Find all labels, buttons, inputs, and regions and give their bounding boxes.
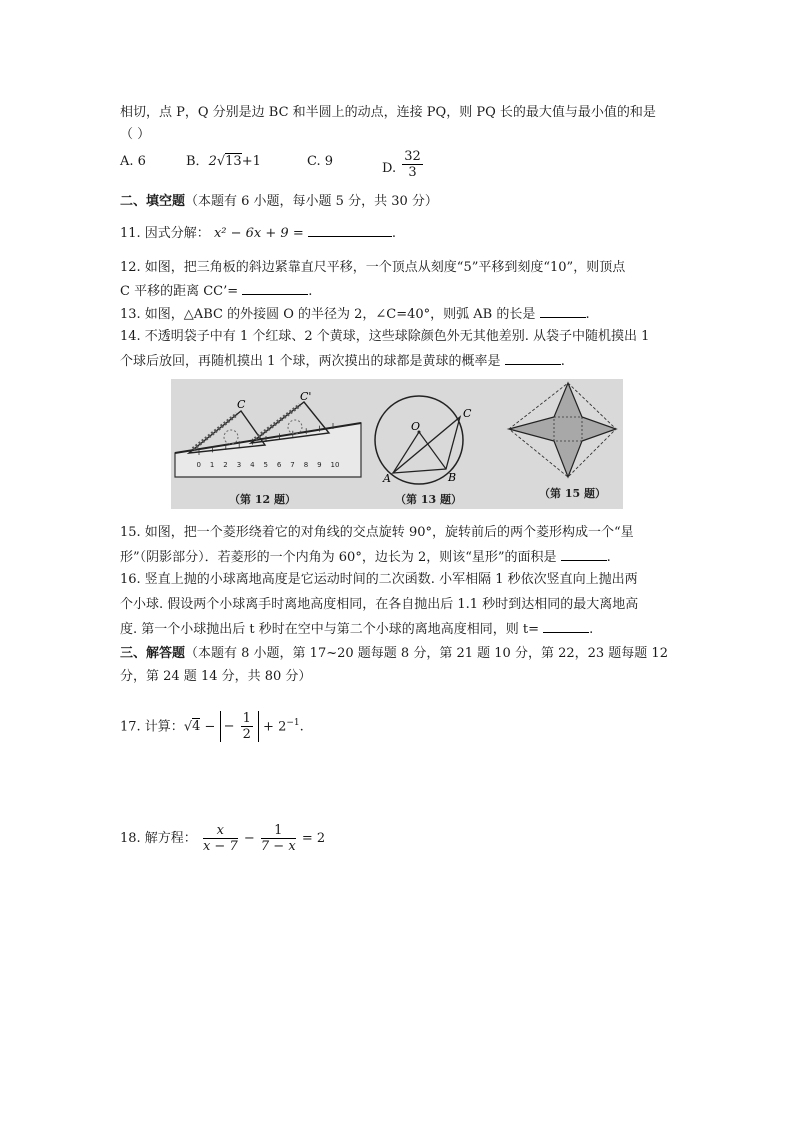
q14-end: .: [560, 354, 565, 369]
q17-label: 17. 计算：: [120, 719, 184, 735]
fig13-triangle: [393, 417, 460, 473]
q18-fraction2-numerator: 1: [261, 823, 296, 839]
q10-option-d-label: D.: [382, 161, 397, 176]
q16-line1: 16. 竖直上抛的小球离地高度是它运动时间的二次函数. 小军相隔 1 秒依次竖直向上抛出两: [120, 572, 638, 587]
q12-end: .: [308, 284, 313, 299]
q11-text: 11. 因式分解：: [120, 226, 210, 241]
q17-fraction: [241, 711, 253, 742]
ruler-tick-label: 2: [223, 461, 228, 469]
q15-line2: [120, 548, 611, 567]
section2-heading: [120, 193, 438, 211]
ruler-tick-label: 4: [250, 461, 255, 469]
q15-answer-blank[interactable]: [561, 548, 607, 561]
q10-stem: 相切，点 P，Q 分别是边 BC 和半圆上的动点，连接 PQ，则 PQ 长的最大值与最小值的和是: [120, 105, 656, 120]
q16-line2: 个小球. 假设两个小球离手时离地高度相同，在各自抛出后 1.1 秒时到达相同的最大离地高: [120, 597, 639, 612]
q17-radicand: 4: [192, 719, 201, 735]
q13-end: .: [585, 307, 590, 322]
fig12-label-c2: C': [300, 390, 312, 403]
q18-fraction2: [261, 823, 296, 854]
section2-note: （本题有 6 小题，每小题 5 分，共 30 分）: [185, 194, 438, 209]
q18-fraction1-denominator: x − 7: [202, 839, 238, 854]
fig15-star: [509, 383, 616, 477]
q16-end: .: [589, 622, 594, 637]
q17-end: .: [299, 719, 304, 735]
ruler-tick-label: 8: [303, 461, 309, 469]
fig12-label-c: C: [237, 398, 246, 411]
q11-end: .: [391, 226, 396, 241]
q18-rhs: = 2: [301, 831, 326, 846]
q15-end: .: [606, 550, 611, 565]
q15-line1: 15. 如图，把一个菱形绕着它的对角线的交点旋转 90°，旋转前后的两个菱形构成一个“星: [120, 525, 634, 540]
q18-fraction2-denominator: 7 − x: [260, 839, 296, 854]
q13-answer-blank[interactable]: [540, 305, 586, 318]
ruler-tick-label: 7: [290, 461, 295, 469]
fig13-radius-ob: [419, 432, 446, 469]
q17-tail-exponent: −1: [286, 718, 300, 728]
q17-tail-base: + 2: [263, 719, 287, 735]
fig12-drawing: [175, 390, 361, 477]
fig13-label-c: C: [463, 407, 472, 420]
fig15-drawing: [509, 383, 616, 477]
ruler-tick-label: 10: [330, 461, 340, 469]
q13-text: 13. 如图，△ABC 的外接圆 O 的半径为 2，∠C=40°，则弧 AB 的长是: [120, 307, 536, 322]
q10-option-c: C. 9: [307, 154, 334, 169]
figures-panel: [171, 379, 623, 509]
q11-expression: x² − 6x + 9 =: [213, 226, 304, 241]
fig13-label-b: B: [448, 471, 457, 484]
q12-line2-text: C 平移的距离 CC’=: [120, 284, 239, 299]
q12-line1: 12. 如图，把三角板的斜边紧靠直尺平移，一个顶点从刻度“5”平移到刻度“10”，则顶点: [120, 260, 626, 275]
fig13-label-o: O: [411, 420, 421, 433]
q16-line3-text: 度. 第一个小球抛出后 t 秒时在空中与第二个小球的离地高度相同，则 t=: [120, 622, 540, 637]
q18-fraction1-numerator: x: [203, 823, 238, 839]
q14-line2-text: 个球后放回，再随机摸出 1 个球，两次摸出的球都是黄球的概率是: [120, 354, 501, 369]
q10-paren: （ ）: [120, 127, 151, 142]
section2-title: 二、填空题: [120, 194, 186, 209]
q10-option-b: [186, 153, 261, 171]
q17-neg-sign: −: [223, 719, 235, 735]
q10-option-d-denominator: 3: [408, 165, 417, 180]
q14-answer-blank[interactable]: [505, 352, 561, 365]
fig13-label-a: A: [383, 472, 391, 485]
sqrt-icon: √: [183, 719, 193, 735]
q16-answer-blank[interactable]: [543, 620, 589, 633]
q18-label: 18. 解方程：: [120, 831, 197, 846]
q17-denominator: 2: [242, 727, 251, 743]
ruler-tick-label: 0: [196, 461, 201, 469]
fig13-radius-oa: [393, 432, 419, 473]
q12-answer-blank[interactable]: [242, 282, 308, 295]
sqrt-icon: √: [216, 154, 226, 169]
fig15-caption: （第 15 题）: [539, 487, 606, 500]
q17-numerator: 1: [242, 711, 251, 727]
q10-option-a: A. 6: [120, 154, 146, 169]
q10-option-d: [382, 149, 425, 184]
section3-note1: （本题有 8 小题，第 17~20 题每题 8 分，第 21 题 10 分，第 22，23 题每题 12: [185, 646, 668, 661]
q13: [120, 305, 590, 324]
fig13-caption: （第 13 题）: [395, 493, 462, 506]
fig12-caption: （第 12 题）: [229, 493, 296, 506]
q18-fraction1: [203, 823, 238, 854]
q12-line2: [120, 282, 312, 301]
triangle-original-hole: [224, 430, 238, 444]
section3-heading: [120, 645, 668, 663]
q17-minus: −: [204, 719, 216, 735]
ruler-tick-label: 5: [263, 461, 268, 469]
q15-line2-text: 形”（阴影部分）．若菱形的一个内角为 60°，边长为 2，则该“星形”的面积是: [120, 550, 557, 565]
fig13-drawing: [375, 396, 472, 485]
q11: [120, 224, 396, 243]
q18-minus: −: [243, 831, 255, 846]
section3-title: 三、解答题: [120, 646, 186, 661]
triangle-moved-hole: [288, 420, 302, 434]
ruler-tick-label: 6: [276, 461, 282, 469]
ruler-tick-label: 9: [317, 461, 322, 469]
ruler-tick-label: 3: [236, 461, 242, 469]
q17-absolute-value: [220, 711, 259, 742]
q17: [120, 708, 304, 742]
q14-line1: 14. 不透明袋子中有 1 个红球、2 个黄球，这些球除颜色外无其他差别. 从袋子中随机摸出 1: [120, 329, 650, 344]
q14-line2: [120, 352, 565, 371]
q18: [120, 823, 325, 855]
q10-option-d-numerator: 32: [404, 149, 421, 164]
q11-answer-blank[interactable]: [308, 224, 392, 237]
ruler-tick-label: 1: [209, 461, 215, 469]
q10-option-d-fraction: [402, 149, 423, 180]
q10-option-b-coef: 2: [208, 154, 217, 169]
q10-option-b-radicand: 13: [225, 154, 242, 169]
section3-note2: 分，第 24 题 14 分，共 80 分）: [120, 669, 312, 684]
q10-option-b-label: B．: [186, 154, 209, 169]
q16-line3: [120, 620, 593, 639]
q10-option-b-tail: +1: [241, 154, 261, 169]
